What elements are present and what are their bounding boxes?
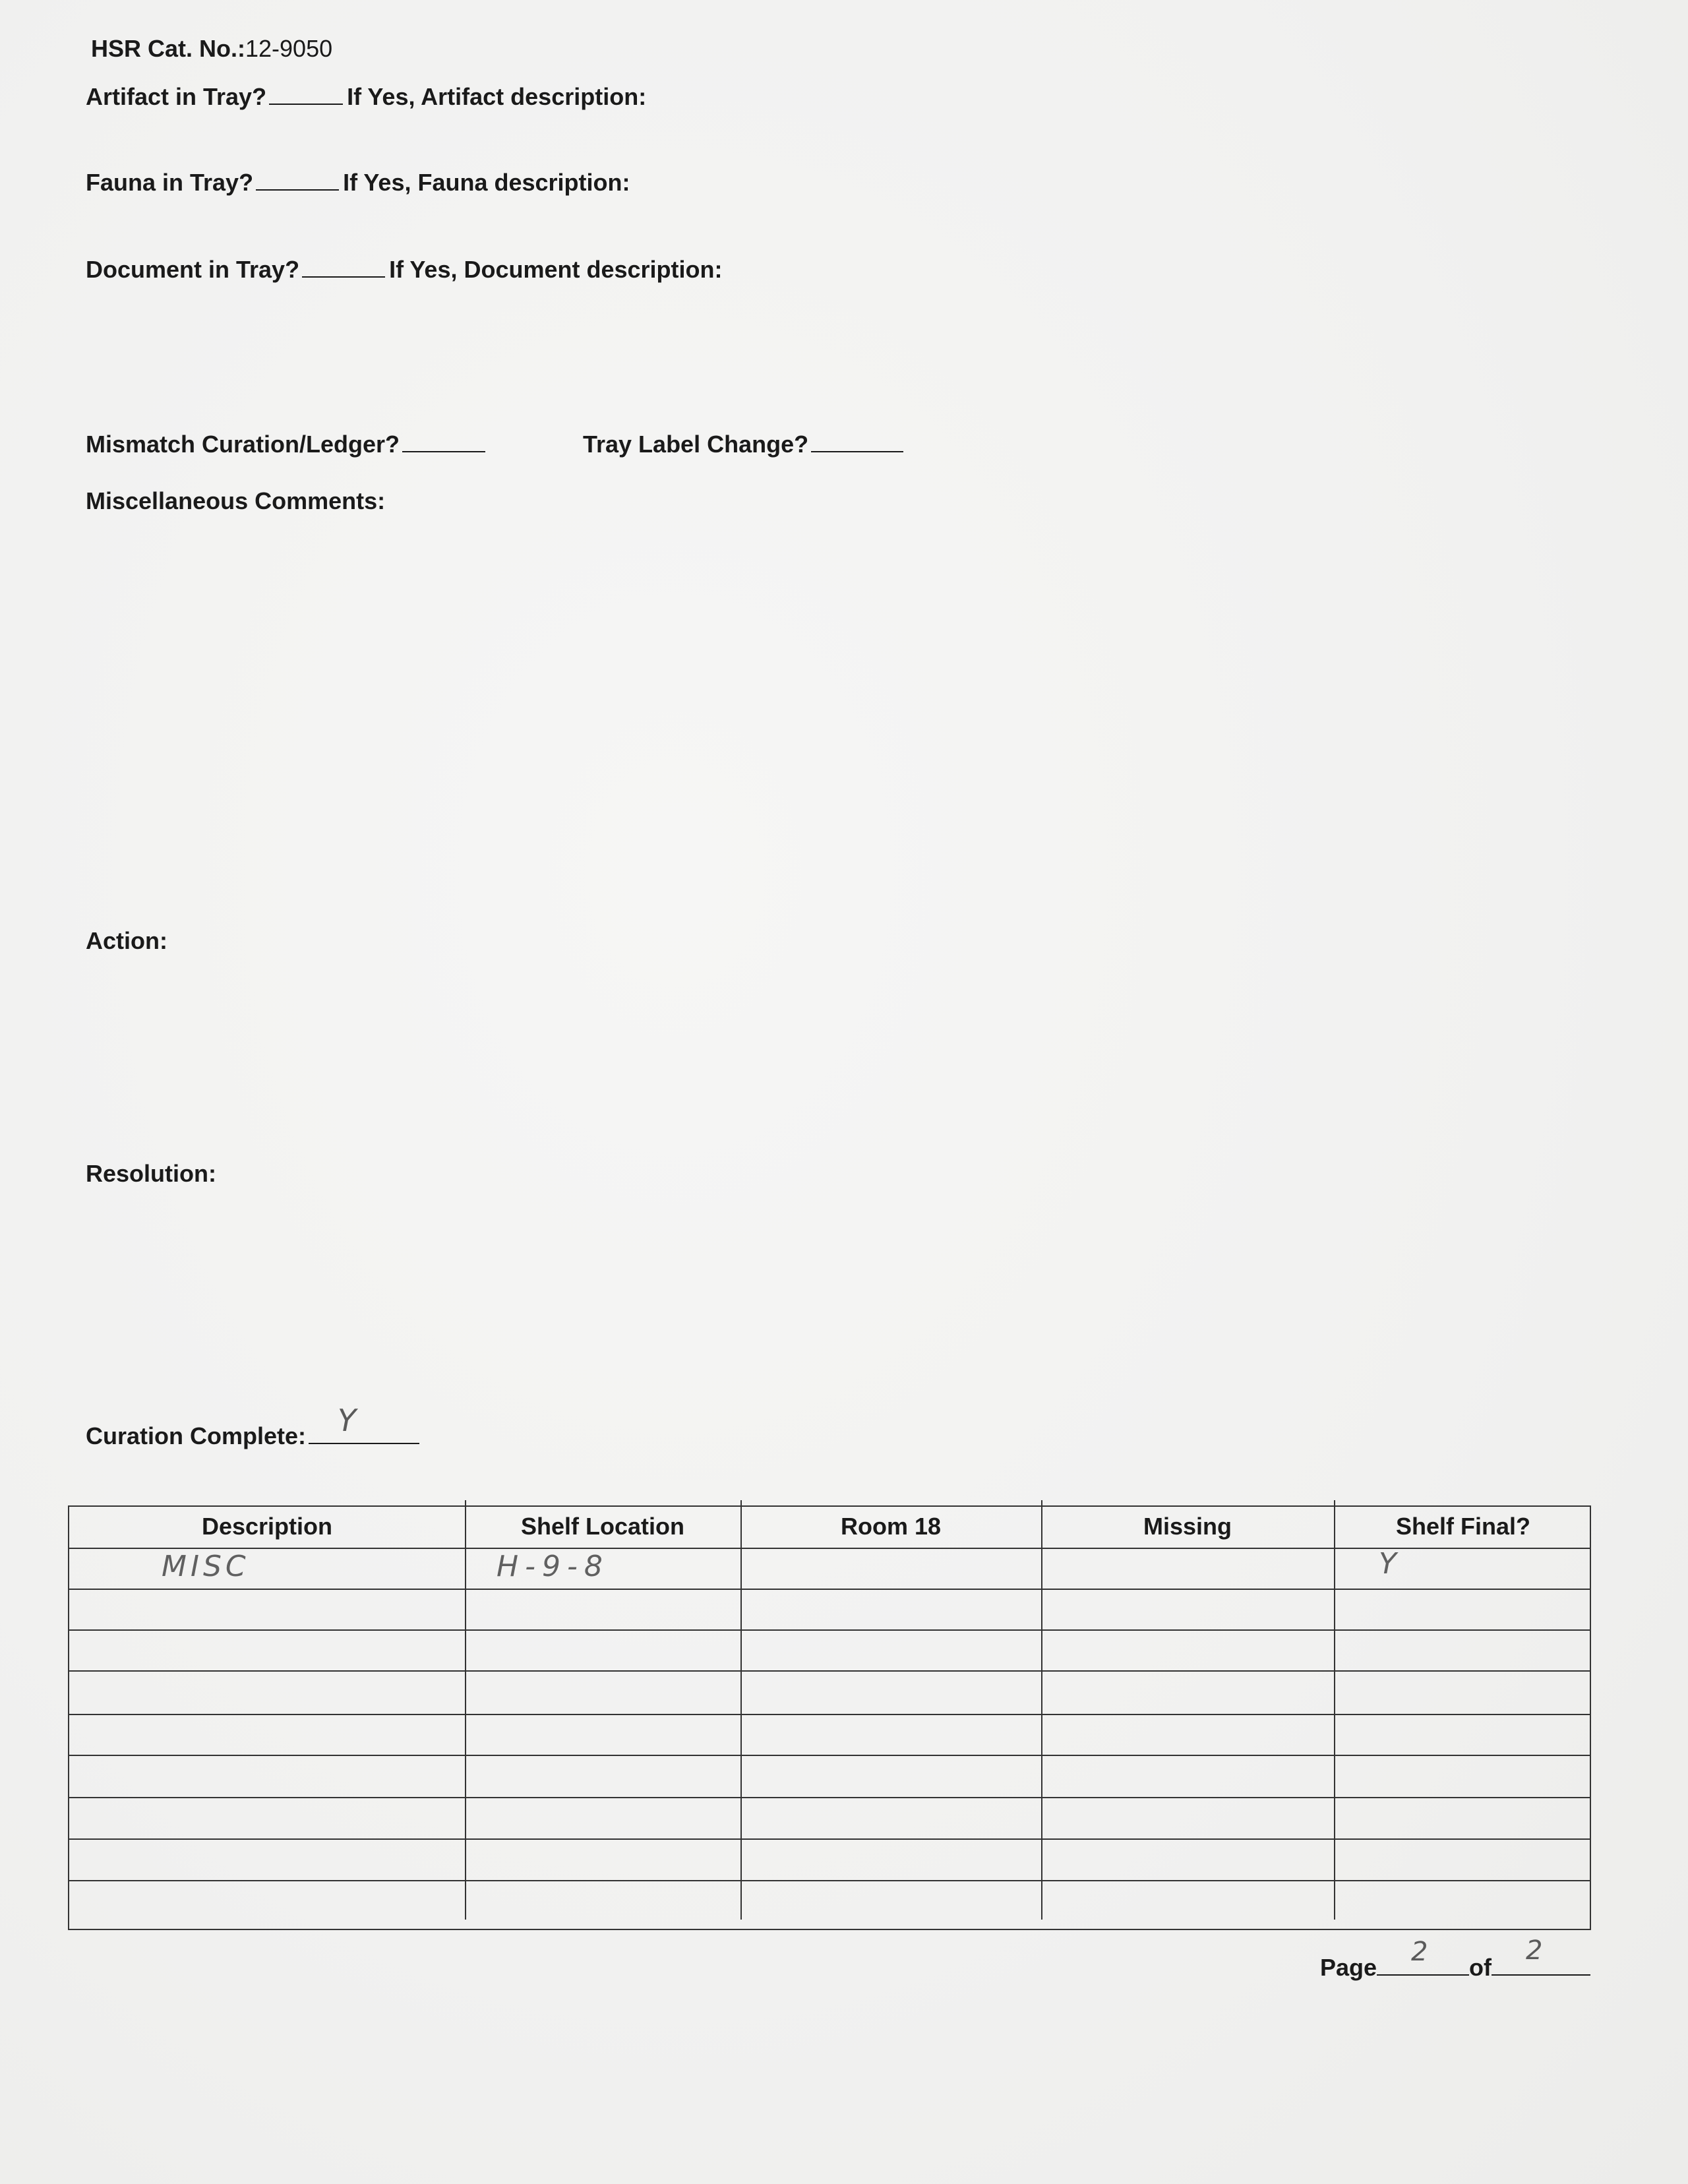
- header-description: Description: [201, 1513, 333, 1540]
- misc-comments-label: Miscellaneous Comments:: [86, 487, 386, 514]
- artifact-line: [86, 82, 646, 111]
- of-label: of: [1469, 1954, 1492, 1981]
- row-divider: [69, 1629, 1590, 1631]
- row-divider: [69, 1797, 1590, 1798]
- document-description-label: If Yes, Document description:: [389, 256, 723, 283]
- header-shelf-location: Shelf Location: [520, 1513, 684, 1540]
- shelf-table: [68, 1505, 1591, 1930]
- row-divider: [69, 1838, 1590, 1840]
- curation-complete-label: Curation Complete:: [86, 1422, 307, 1449]
- table-cell-shelf-final: Y: [1379, 1547, 1397, 1581]
- artifact-answer-blank[interactable]: [269, 84, 343, 105]
- document-question: Document in Tray?: [86, 256, 300, 283]
- header-missing: Missing: [1143, 1513, 1232, 1540]
- page-number-blank[interactable]: [1377, 1937, 1469, 1976]
- table-cell-shelf-location: H-9-8: [497, 1550, 609, 1583]
- page-label: Page: [1320, 1954, 1377, 1981]
- curation-complete-blank[interactable]: [309, 1403, 419, 1444]
- tray-label-answer-blank[interactable]: [811, 431, 903, 452]
- artifact-description-label: If Yes, Artifact description:: [347, 83, 647, 110]
- cat-no-line: [91, 34, 332, 63]
- fauna-answer-blank[interactable]: [256, 169, 339, 191]
- cat-no-label: HSR Cat. No.:: [91, 35, 245, 62]
- document-line: [86, 255, 723, 284]
- artifact-question: Artifact in Tray?: [86, 83, 267, 110]
- tray-label-question: Tray Label Change?: [583, 431, 809, 458]
- mismatch-answer-blank[interactable]: [402, 431, 485, 452]
- curation-complete-line: [86, 1403, 423, 1451]
- fauna-description-label: If Yes, Fauna description:: [343, 169, 630, 196]
- page-number-line: [1320, 1935, 1590, 1982]
- row-divider: [69, 1714, 1590, 1715]
- col-divider: [1334, 1500, 1335, 1920]
- resolution-label: Resolution:: [86, 1160, 216, 1187]
- document-answer-blank[interactable]: [302, 257, 385, 278]
- row-divider: [69, 1589, 1590, 1590]
- row-divider: [69, 1548, 1590, 1549]
- col-divider: [740, 1500, 742, 1920]
- header-room-18: Room 18: [840, 1513, 942, 1540]
- page-total-value: 2: [1526, 1935, 1543, 1966]
- curation-complete-value: Y: [338, 1403, 357, 1438]
- mismatch-line: [86, 430, 489, 459]
- row-divider: [69, 1670, 1590, 1672]
- header-shelf-final: Shelf Final?: [1395, 1513, 1530, 1540]
- col-divider: [1041, 1500, 1042, 1920]
- col-divider: [465, 1500, 466, 1920]
- fauna-question: Fauna in Tray?: [86, 169, 254, 196]
- page-total-blank[interactable]: [1492, 1935, 1590, 1976]
- table-cell-description: MISC: [162, 1550, 250, 1583]
- fauna-line: [86, 168, 630, 197]
- mismatch-question: Mismatch Curation/Ledger?: [86, 431, 400, 458]
- cat-no-value: 12-9050: [245, 35, 333, 62]
- row-divider: [69, 1880, 1590, 1881]
- page-number-value: 2: [1411, 1937, 1428, 1967]
- action-label: Action:: [86, 927, 167, 954]
- tray-label-line: [583, 430, 907, 459]
- row-divider: [69, 1755, 1590, 1756]
